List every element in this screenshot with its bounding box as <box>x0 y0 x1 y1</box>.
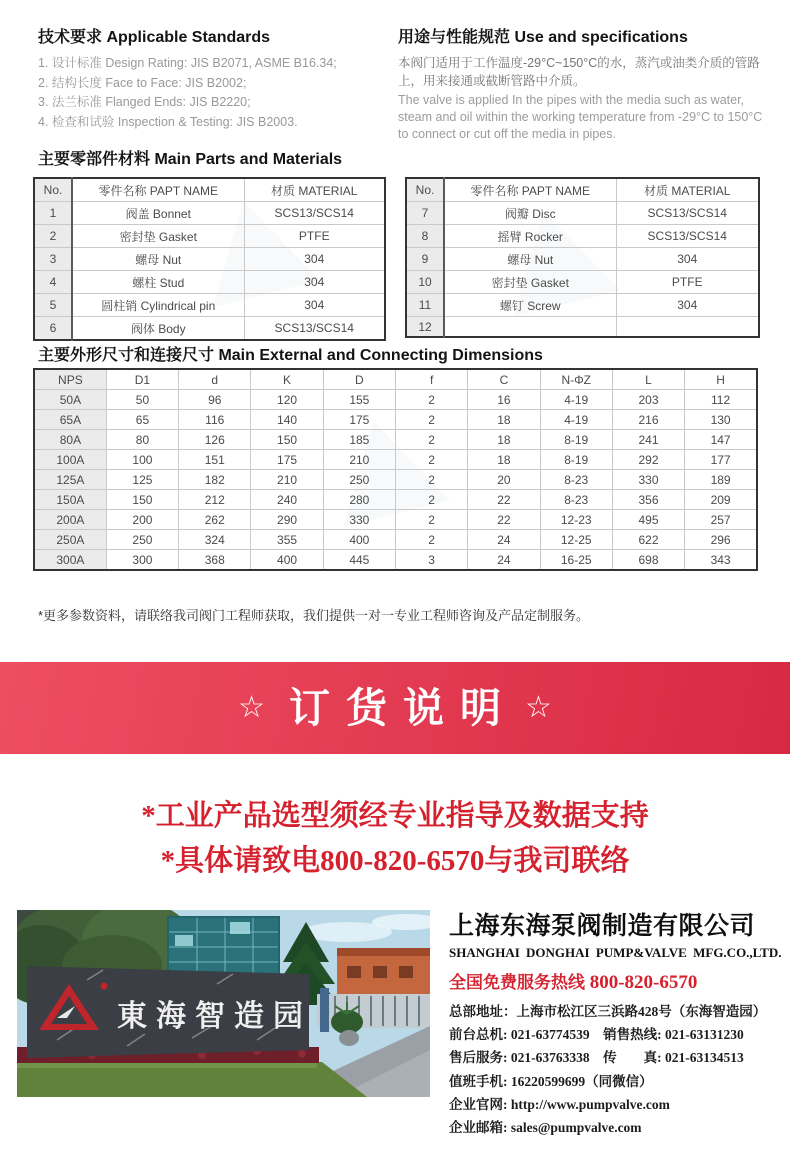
table-row <box>34 271 385 294</box>
table-cell: 257 <box>685 510 757 530</box>
table-cell: 100A <box>34 450 106 470</box>
contact-line: 值班手机: 16220599699（同微信） <box>449 1073 653 1089</box>
table-cell: 212 <box>179 490 251 510</box>
table-cell: 螺母 Nut <box>444 248 616 271</box>
table-cell: 304 <box>616 248 759 271</box>
table-cell: 356 <box>612 490 684 510</box>
table-cell: 120 <box>251 390 323 410</box>
table-row <box>406 317 759 338</box>
table-cell: 147 <box>685 430 757 450</box>
table-cell: 126 <box>179 430 251 450</box>
column-header: D <box>323 369 395 390</box>
column-header: NPS <box>34 369 106 390</box>
order-instructions-banner <box>0 662 790 754</box>
table-row <box>34 225 385 248</box>
standards-list <box>38 54 390 132</box>
column-header: No. <box>406 178 444 202</box>
table-cell: 300A <box>34 550 106 571</box>
table-cell: 18 <box>468 430 540 450</box>
table-cell: 16-25 <box>540 550 612 571</box>
table-cell: 175 <box>323 410 395 430</box>
table-row <box>34 450 757 470</box>
table-cell: 16 <box>468 390 540 410</box>
table-cell <box>616 317 759 338</box>
table-cell: 24 <box>468 530 540 550</box>
table-cell: 2 <box>395 490 467 510</box>
parts-table-left-wrap <box>33 177 386 341</box>
table-cell: 密封垫 Gasket <box>72 225 244 248</box>
dimensions-table-wrap <box>33 368 758 571</box>
contact-line: 售后服务: 021-63763338 传 真: 021-63134513 <box>449 1050 744 1066</box>
contact-line: 企业邮箱: sales@pumpvalve.com <box>449 1120 642 1136</box>
table-cell: 125 <box>106 470 178 490</box>
table-cell: 9 <box>406 248 444 271</box>
table-cell: 18 <box>468 410 540 430</box>
table-cell: 210 <box>323 450 395 470</box>
table-cell: 185 <box>323 430 395 450</box>
order-banner-title: 订货说明 <box>289 684 517 731</box>
table-row <box>34 410 757 430</box>
table-cell: 8 <box>406 225 444 248</box>
parts-table-right <box>405 177 760 338</box>
table-cell: 22 <box>468 490 540 510</box>
table-cell: 4-19 <box>540 390 612 410</box>
table-cell: 8-23 <box>540 490 612 510</box>
table-cell: 12-25 <box>540 530 612 550</box>
use-specifications-section <box>398 24 770 143</box>
table-row <box>34 430 757 450</box>
table-cell: 200A <box>34 510 106 530</box>
table-cell: 24 <box>468 550 540 571</box>
table-cell: 50A <box>34 390 106 410</box>
table-cell: SCS13/SCS14 <box>244 202 385 225</box>
parts-table-left <box>33 177 386 341</box>
table-row <box>34 510 757 530</box>
contact-list <box>449 1000 784 1139</box>
column-header: d <box>179 369 251 390</box>
table-cell: 65A <box>34 410 106 430</box>
table-header-row <box>406 178 759 202</box>
table-header-row <box>34 369 757 390</box>
standard-item: 1. 设计标准 Design Rating: JIS B2071, ASME B16.34; <box>38 56 337 70</box>
table-cell: 125A <box>34 470 106 490</box>
table-cell: 216 <box>612 410 684 430</box>
table-cell: 140 <box>251 410 323 430</box>
parts-table-right-wrap <box>405 177 760 338</box>
red-slogans <box>0 794 790 884</box>
table-cell: 495 <box>612 510 684 530</box>
table-cell: 7 <box>406 202 444 225</box>
table-row <box>34 248 385 271</box>
table-cell: 2 <box>395 390 467 410</box>
table-cell: PTFE <box>244 225 385 248</box>
table-cell: 368 <box>179 550 251 571</box>
table-cell: 355 <box>251 530 323 550</box>
table-cell: SCS13/SCS14 <box>616 225 759 248</box>
table-cell: 2 <box>395 470 467 490</box>
table-cell: 250 <box>323 470 395 490</box>
table-cell: 1 <box>34 202 72 225</box>
table-cell: 3 <box>34 248 72 271</box>
table-cell: 80A <box>34 430 106 450</box>
table-cell: 150 <box>251 430 323 450</box>
table-cell: 175 <box>251 450 323 470</box>
table-row <box>34 530 757 550</box>
use-text-en: The valve is applied In the pipes with the media such as water, steam and oil within the working temperature from -29°C to 150°C to connect or cut off the media in pipes. <box>398 93 763 141</box>
table-cell: 摇臂 Rocker <box>444 225 616 248</box>
table-cell: 2 <box>34 225 72 248</box>
use-title: 用途与性能规范 Use and specifications <box>398 29 688 46</box>
standard-item: 2. 结构长度 Face to Face: JIS B2002; <box>38 75 247 90</box>
column-header: 零件名称 PAPT NAME <box>72 178 244 202</box>
use-text-cn: 本阀门适用于工作温度-29°C~150°C的水，蒸汽或油类介质的管路上，用来接通或截断管路中介质。 <box>398 56 760 88</box>
contact-line: 前台总机: 021-63774539 销售热线: 021-63131230 <box>449 1027 744 1043</box>
table-cell: 8-23 <box>540 470 612 490</box>
table-row <box>34 550 757 571</box>
table-cell: 150 <box>106 490 178 510</box>
table-cell: 96 <box>179 390 251 410</box>
table-cell: 18 <box>468 450 540 470</box>
column-header: C <box>468 369 540 390</box>
table-cell: 11 <box>406 294 444 317</box>
table-cell: 698 <box>612 550 684 571</box>
table-cell: 400 <box>251 550 323 571</box>
table-cell: 4-19 <box>540 410 612 430</box>
table-cell: 116 <box>179 410 251 430</box>
sign-wall <box>27 966 312 1058</box>
table-cell: 151 <box>179 450 251 470</box>
table-cell: 50 <box>106 390 178 410</box>
table-cell: 20 <box>468 470 540 490</box>
hotline-number: 800-820-6570 <box>589 972 698 993</box>
table-cell: 圆柱销 Cylindrical pin <box>72 294 244 317</box>
company-info <box>449 906 784 1139</box>
parts-materials-title: 主要零部件材料 Main Parts and Materials <box>38 151 343 168</box>
table-cell: 2 <box>395 410 467 430</box>
table-cell: 622 <box>612 530 684 550</box>
table-cell: 250 <box>106 530 178 550</box>
table-cell: 螺母 Nut <box>72 248 244 271</box>
table-header-row <box>34 178 385 202</box>
table-cell: 112 <box>685 390 757 410</box>
table-row <box>34 202 385 225</box>
factory-photo <box>17 910 430 1097</box>
table-cell: 螺柱 Stud <box>72 271 244 294</box>
table-cell: 300 <box>106 550 178 571</box>
dimensions-table <box>33 368 758 571</box>
table-row <box>406 202 759 225</box>
table-cell: 3 <box>395 550 467 571</box>
table-cell: 296 <box>685 530 757 550</box>
table-cell: 241 <box>612 430 684 450</box>
table-cell: SCS13/SCS14 <box>616 202 759 225</box>
table-cell: 177 <box>685 450 757 470</box>
table-cell: 阀体 Body <box>72 317 244 341</box>
sign-text: 東海智造园 <box>117 1000 312 1033</box>
table-cell: 189 <box>685 470 757 490</box>
table-cell: 304 <box>244 294 385 317</box>
table-cell: 22 <box>468 510 540 530</box>
table-row <box>34 470 757 490</box>
table-cell: 12-23 <box>540 510 612 530</box>
table-row <box>34 317 385 341</box>
column-header: 材质 MATERIAL <box>244 178 385 202</box>
table-cell: 292 <box>612 450 684 470</box>
table-cell: 445 <box>323 550 395 571</box>
table-cell: 4 <box>34 271 72 294</box>
table-cell: 209 <box>685 490 757 510</box>
table-cell: 2 <box>395 510 467 530</box>
star-icon: ☆ <box>238 691 265 724</box>
column-header: 零件名称 PAPT NAME <box>444 178 616 202</box>
table-cell: 324 <box>179 530 251 550</box>
table-cell: 330 <box>323 510 395 530</box>
standards-title: 技术要求 Applicable Standards <box>38 29 271 46</box>
table-cell: 5 <box>34 294 72 317</box>
table-cell: 2 <box>395 450 467 470</box>
standard-item: 4. 检查和试验 Inspection & Testing: JIS B2003. <box>38 114 298 129</box>
table-cell: 8-19 <box>540 450 612 470</box>
dimensions-title: 主要外形尺寸和连接尺寸 Main External and Connecting Dimensions <box>38 347 543 364</box>
service-hotline <box>449 968 784 994</box>
table-row <box>406 225 759 248</box>
table-cell: 12 <box>406 317 444 338</box>
table-cell: 65 <box>106 410 178 430</box>
column-header: 材质 MATERIAL <box>616 178 759 202</box>
table-cell: 304 <box>616 294 759 317</box>
table-cell: 130 <box>685 410 757 430</box>
column-header: D1 <box>106 369 178 390</box>
table-cell: 290 <box>251 510 323 530</box>
table-row <box>406 294 759 317</box>
hotline-label: 全国免费服务热线 <box>449 973 585 992</box>
slogan-line: *工业产品选型须经专业指导及数据支持 <box>141 800 649 832</box>
table-row <box>34 490 757 510</box>
table-cell: 343 <box>685 550 757 571</box>
table-cell: 100 <box>106 450 178 470</box>
table-cell: 304 <box>244 248 385 271</box>
table-row <box>34 294 385 317</box>
column-header: f <box>395 369 467 390</box>
table-cell: 阀瓣 Disc <box>444 202 616 225</box>
orange-building <box>337 948 430 1000</box>
table-cell: 210 <box>251 470 323 490</box>
column-header: H <box>685 369 757 390</box>
table-cell: 203 <box>612 390 684 410</box>
table-cell: 182 <box>179 470 251 490</box>
table-cell: 密封垫 Gasket <box>444 271 616 294</box>
table-cell: 330 <box>612 470 684 490</box>
table-cell: 400 <box>323 530 395 550</box>
column-header: No. <box>34 178 72 202</box>
column-header: L <box>612 369 684 390</box>
table-cell: 8-19 <box>540 430 612 450</box>
extra-params-note: *更多参数资料，请联络我司阀门工程师获取，我们提供一对一专业工程师咨询及产品定制服务。 <box>38 608 590 623</box>
table-cell: 200 <box>106 510 178 530</box>
table-cell: 304 <box>244 271 385 294</box>
table-cell: 150A <box>34 490 106 510</box>
table-cell: 2 <box>395 430 467 450</box>
table-cell: 阀盖 Bonnet <box>72 202 244 225</box>
column-header: N-ΦZ <box>540 369 612 390</box>
slogan-line: *具体请致电800-820-6570与我司联络 <box>160 845 630 877</box>
table-cell: 10 <box>406 271 444 294</box>
table-cell: 262 <box>179 510 251 530</box>
table-cell: 6 <box>34 317 72 341</box>
standard-item: 3. 法兰标准 Flanged Ends: JIS B2220; <box>38 95 251 109</box>
table-row <box>34 390 757 410</box>
column-header: K <box>251 369 323 390</box>
table-cell: 80 <box>106 430 178 450</box>
table-row <box>406 248 759 271</box>
star-icon: ☆ <box>525 691 552 724</box>
contact-line: 企业官网: http://www.pumpvalve.com <box>449 1096 670 1112</box>
applicable-standards-section <box>38 24 390 132</box>
company-name-en: SHANGHAI DONGHAI PUMP&VALVE MFG.CO.,LTD. <box>449 945 782 960</box>
table-cell: 螺钉 Screw <box>444 294 616 317</box>
table-cell: 280 <box>323 490 395 510</box>
table-cell: SCS13/SCS14 <box>244 317 385 341</box>
table-cell <box>444 317 616 338</box>
table-cell: 250A <box>34 530 106 550</box>
table-cell: 155 <box>323 390 395 410</box>
table-cell: PTFE <box>616 271 759 294</box>
contact-line: 总部地址：上海市松江区三浜路428号（东海智造园） <box>449 1004 767 1019</box>
table-row <box>406 271 759 294</box>
company-name-cn: 上海东海泵阀制造有限公司 <box>449 912 756 940</box>
table-cell: 240 <box>251 490 323 510</box>
table-cell: 2 <box>395 530 467 550</box>
